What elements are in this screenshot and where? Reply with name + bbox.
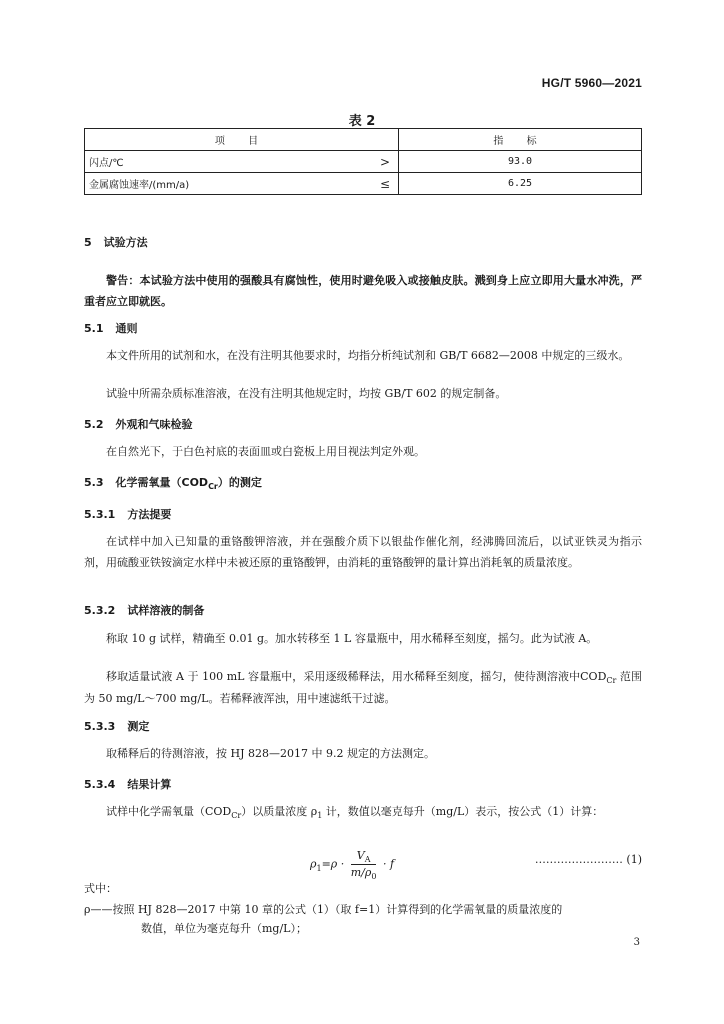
- section-5-3-4-heading: [84, 776, 171, 792]
- section-number: 5.2: [84, 418, 104, 431]
- paragraph: 在试样中加入已知量的重铬酸钾溶液，并在强酸介质下以银盐作催化剂，经沸腾回流后，以试亚铁灵为指示剂，用硫酸亚铁铵滴定水样中未被还原的重铬酸钾，由消耗的重铬酸钾的量计算出消耗氧的质量浓度。: [84, 535, 642, 569]
- section-title: 测定: [127, 720, 150, 733]
- col-header-item: 项 目: [85, 129, 399, 151]
- section-number: 5.3.1: [84, 508, 116, 521]
- section-number: 5.3.3: [84, 720, 116, 733]
- table-title: 表 2: [348, 114, 376, 129]
- row-name: 金属腐蚀速率/(mm/a): [85, 173, 367, 195]
- standard-number: HG/T 5960—2021: [541, 76, 642, 90]
- paragraph: 取稀释后的待测溶液，按 HJ 828—2017 中 9.2 规定的方法测定。: [106, 747, 435, 760]
- table-row: [85, 173, 642, 195]
- section-5-3-2-heading: [84, 602, 204, 618]
- section-title: 外观和气味检验: [115, 418, 193, 431]
- section-title: 方法提要: [127, 508, 172, 521]
- row-name: 闪点/℃: [85, 151, 367, 173]
- paragraph: 试验中所需杂质标准溶液，在没有注明其他规定时，均按 GB/T 602 的规定制备。: [106, 387, 507, 400]
- section-number: 5.1: [84, 322, 104, 335]
- section-number: 5.3.2: [84, 604, 116, 617]
- section-5-1-heading: [84, 320, 138, 336]
- section-title: 化学需氧量$(COD_{Cr})$的测定: [115, 476, 262, 491]
- paragraph: 本文件所用的试剂和水，在没有注明其他要求时，均指分析纯试剂和 GB/T 6682—2008 中规定的三级水。: [106, 349, 630, 362]
- section-5-2-heading: [84, 416, 193, 432]
- page-number: 3: [633, 937, 640, 948]
- row-operator: >: [366, 151, 399, 173]
- section-title: 试样溶液的制备: [127, 604, 205, 617]
- paragraph: 试样中化学需氧量$(COD_{Cr})$以质量浓度 $\rho_1$ 计，数值以毫克每升（mg/L）表示，按公式（1）计算：: [106, 805, 604, 820]
- section-number: 5: [84, 236, 92, 249]
- section-title: 试验方法: [103, 236, 148, 249]
- paragraph: 移取适量试液 A 于 100 mL 容量瓶中，采用逐级稀释法，用水稀释至刻度，摇匀，使待测溶液中$COD_{Cr}$ 范围为 50 mg/L～700 mg/L。若稀释液浑浊，用中速滤纸干过滤。: [84, 670, 642, 705]
- row-value: 93.0: [399, 151, 642, 173]
- where-item-continued: 数值，单位为毫克每升（mg/L）；: [141, 922, 307, 935]
- section-5-heading: [84, 234, 148, 250]
- where-label: 式中：: [84, 882, 117, 895]
- section-title: 通则: [115, 322, 138, 335]
- paragraph: 在自然光下，于白色衬底的表面皿或白瓷板上用目视法判定外观。: [106, 445, 425, 458]
- section-5-3-3-heading: [84, 718, 149, 734]
- equation-number: …………………… (1): [534, 853, 642, 866]
- table-header-row: [85, 129, 642, 151]
- section-number: 5.3: [84, 476, 104, 489]
- where-item: ρ——按照 HJ 828—2017 中第 10 章的公式（1）（取 f=1）计算得到的化学需氧量的质量浓度的: [84, 903, 563, 916]
- warning-paragraph: 警告：本试验方法中使用的强酸具有腐蚀性，使用时避免吸入或接触皮肤。溅到身上应立即用大量水冲洗，严重者应立即就医。: [84, 274, 642, 308]
- formula-1: $\rho_1=\rho$ · $\frac{V_A}{m/\rho_0}$ · f: [310, 849, 395, 881]
- formula-fraction: $\frac{V_A}{m/\rho_0}$: [350, 849, 377, 881]
- section-title: 结果计算: [127, 778, 172, 791]
- section-number: 5.3.4: [84, 778, 116, 791]
- paragraph: 称取 10 g 试样，精确至 0.01 g。加水转移至 1 L 容量瓶中，用水稀释至刻度，摇匀。此为试液 A。: [106, 632, 598, 645]
- row-operator: ≤: [366, 173, 399, 195]
- row-value: 6.25: [399, 173, 642, 195]
- spec-table: [84, 128, 642, 195]
- col-header-index: 指 标: [399, 129, 642, 151]
- section-5-3-1-heading: [84, 506, 171, 522]
- table-row: [85, 151, 642, 173]
- section-5-3-heading: [84, 474, 262, 490]
